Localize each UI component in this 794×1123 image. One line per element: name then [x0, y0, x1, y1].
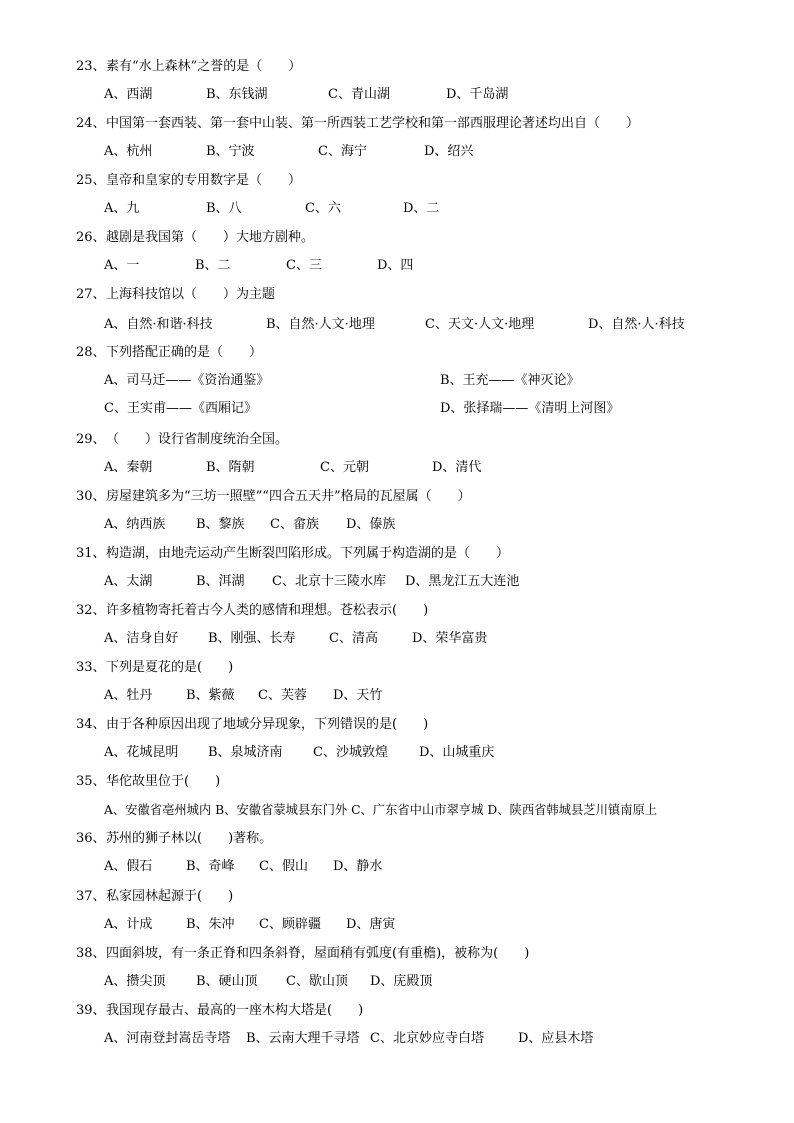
answer-option: D、应县木塔	[518, 1031, 594, 1046]
question-text: 我国现存最古、最高的一座木构大塔是( )	[106, 1003, 364, 1018]
question-number: 24、	[76, 116, 106, 131]
answer-option: D、千岛湖	[446, 87, 509, 102]
question-stem	[76, 659, 233, 677]
answer-option: C、北京妙应寺白塔	[370, 1031, 484, 1046]
question-text: 苏州的狮子林以( )著称。	[106, 831, 273, 846]
answer-option: C、元朝	[320, 460, 369, 475]
question-number: 28、	[76, 345, 106, 360]
answer-option: B、八	[206, 201, 242, 216]
answer-option: A、自然·和谐·科技	[104, 317, 213, 332]
question-stem	[76, 545, 509, 563]
answer-option: C、假山	[259, 859, 308, 874]
answer-option: B、朱冲	[186, 917, 235, 932]
question-text: 下列搭配正确的是（ ）	[106, 345, 263, 360]
question-number: 26、	[76, 230, 106, 245]
answer-option: B、王充——《神灭论》	[440, 373, 580, 388]
answer-option: B、洱湖	[196, 574, 245, 589]
answer-option: D、唐寅	[346, 917, 396, 932]
answer-option: C、三	[286, 258, 322, 273]
question-stem	[76, 488, 471, 506]
answer-option: A、牡丹	[104, 688, 153, 703]
answer-option: C、海宁	[318, 144, 367, 159]
answer-option: B、宁波	[206, 144, 255, 159]
answer-option: A、杭州	[104, 144, 153, 159]
question-text: 私家园林起源于( )	[106, 889, 234, 904]
question-text: 构造湖，由地壳运动产生断裂凹陷形成。下列属于构造湖的是（ ）	[106, 546, 510, 561]
answer-option: C、畲族	[270, 517, 319, 532]
question-text: 越剧是我国第（ ）大地方剧种。	[106, 230, 315, 245]
answer-option: B、刚强、长寿	[208, 631, 296, 646]
answer-option: A、纳西族	[104, 517, 166, 532]
answer-option: D、绍兴	[424, 144, 474, 159]
question-stem	[76, 431, 288, 449]
question-text: 许多植物寄托着古今人类的感情和理想。苍松表示( )	[106, 603, 429, 618]
answer-option: D、自然·人·科技	[588, 317, 685, 332]
answer-option: A、司马迁——《资治通鉴》	[104, 373, 270, 388]
answer-option: A、西湖	[104, 87, 153, 102]
answer-option: A、洁身自好	[104, 631, 179, 646]
answer-option: B、二	[195, 258, 231, 273]
question-stem	[76, 773, 220, 791]
answer-option: D、黑龙江五大连池	[405, 574, 520, 589]
answer-option: A、秦朝	[104, 460, 153, 475]
question-stem	[76, 1002, 363, 1020]
question-text: 房屋建筑多为“三坊一照壁”“四合五天井”格局的瓦屋属（ ）	[106, 489, 471, 504]
answer-option: C、六	[305, 201, 341, 216]
answer-option: A、太湖	[104, 574, 153, 589]
answer-option: A、河南登封嵩岳寺塔	[104, 1031, 231, 1046]
answer-option: D、山城重庆	[419, 745, 495, 760]
question-number: 36、	[76, 831, 106, 846]
question-text: 下列是夏花的是( )	[106, 660, 234, 675]
answer-option: B、黎族	[196, 517, 245, 532]
answer-option: D、四	[377, 258, 414, 273]
question-number: 33、	[76, 660, 106, 675]
answer-option: B、紫薇	[186, 688, 235, 703]
question-number: 23、	[76, 59, 106, 74]
question-stem	[76, 58, 301, 76]
answer-option: C、王实甫——《西厢记》	[104, 401, 257, 416]
answer-option: D、静水	[333, 859, 383, 874]
answer-option: D、傣族	[346, 517, 396, 532]
answer-option: C、顾辟疆	[259, 917, 321, 932]
answer-option: D、清代	[432, 460, 482, 475]
question-text: 上海科技馆以（ ）为主题	[106, 287, 276, 302]
answer-option: C、青山湖	[328, 87, 390, 102]
answer-option: A、九	[104, 201, 140, 216]
question-text: 华佗故里位于( )	[106, 774, 221, 789]
question-stem	[76, 888, 233, 906]
answer-option: C、沙城敦煌	[313, 745, 388, 760]
question-text: 中国第一套西装、第一套中山装、第一所西装工艺学校和第一部西服理论著述均出自（ ）	[106, 116, 640, 131]
answer-option: B、硬山顶	[196, 974, 258, 989]
answer-option: D、二	[403, 201, 440, 216]
question-text: （ ）设行省制度统治全国。	[106, 432, 289, 447]
question-stem	[76, 716, 428, 734]
question-number: 32、	[76, 603, 106, 618]
question-number: 29、	[76, 432, 106, 447]
question-stem	[76, 172, 301, 190]
answer-options-line: A、安徽省亳州城内 B、安徽省蒙城县东门外 C、广东省中山市翠亨城 D、陕西省韩城县芝川镇南原上	[104, 803, 658, 817]
question-stem	[76, 830, 272, 848]
question-stem	[76, 286, 275, 304]
answer-option: B、自然·人文·地理	[266, 317, 375, 332]
question-number: 35、	[76, 774, 106, 789]
question-number: 31、	[76, 546, 106, 561]
question-number: 27、	[76, 287, 106, 302]
answer-option: B、东钱湖	[206, 87, 268, 102]
answer-option: D、荣华富贵	[412, 631, 488, 646]
answer-option: D、庑殿顶	[370, 974, 433, 989]
answer-option: B、奇峰	[186, 859, 235, 874]
answer-option: B、泉城济南	[208, 745, 283, 760]
answer-option: D、张择瑞——《清明上河图》	[440, 401, 620, 416]
question-text: 四面斜坡，有一条正脊和四条斜脊，屋面稍有弧度(有重檐)，被称为( )	[106, 946, 530, 961]
question-stem	[76, 602, 428, 620]
answer-option: C、芙蓉	[258, 688, 307, 703]
answer-option: A、假石	[104, 859, 153, 874]
question-stem	[76, 115, 639, 133]
question-number: 30、	[76, 489, 106, 504]
question-text: 皇帝和皇家的专用数字是（ ）	[106, 173, 302, 188]
question-stem	[76, 229, 314, 247]
question-number: 25、	[76, 173, 106, 188]
answer-option: C、北京十三陵水库	[272, 574, 386, 589]
question-text: 由于各种原因出现了地域分异现象，下列错误的是( )	[106, 717, 429, 732]
answer-option: C、清高	[329, 631, 378, 646]
answer-option: D、天竹	[333, 688, 383, 703]
answer-option: B、云南大理千寻塔	[246, 1031, 360, 1046]
question-number: 38、	[76, 946, 106, 961]
answer-option: A、花城昆明	[104, 745, 179, 760]
question-stem	[76, 344, 262, 362]
answer-option: A、计成	[104, 917, 153, 932]
answer-option: C、天文·人文·地理	[425, 317, 535, 332]
question-number: 39、	[76, 1003, 106, 1018]
answer-option: B、隋朝	[206, 460, 255, 475]
question-number: 37、	[76, 889, 106, 904]
question-text: 素有“水上森林”之誉的是（ ）	[106, 59, 302, 74]
answer-option: A、一	[104, 258, 140, 273]
answer-option: A、攒尖顶	[104, 974, 166, 989]
question-stem	[76, 945, 529, 963]
question-number: 34、	[76, 717, 106, 732]
answer-option: C、歇山顶	[286, 974, 348, 989]
